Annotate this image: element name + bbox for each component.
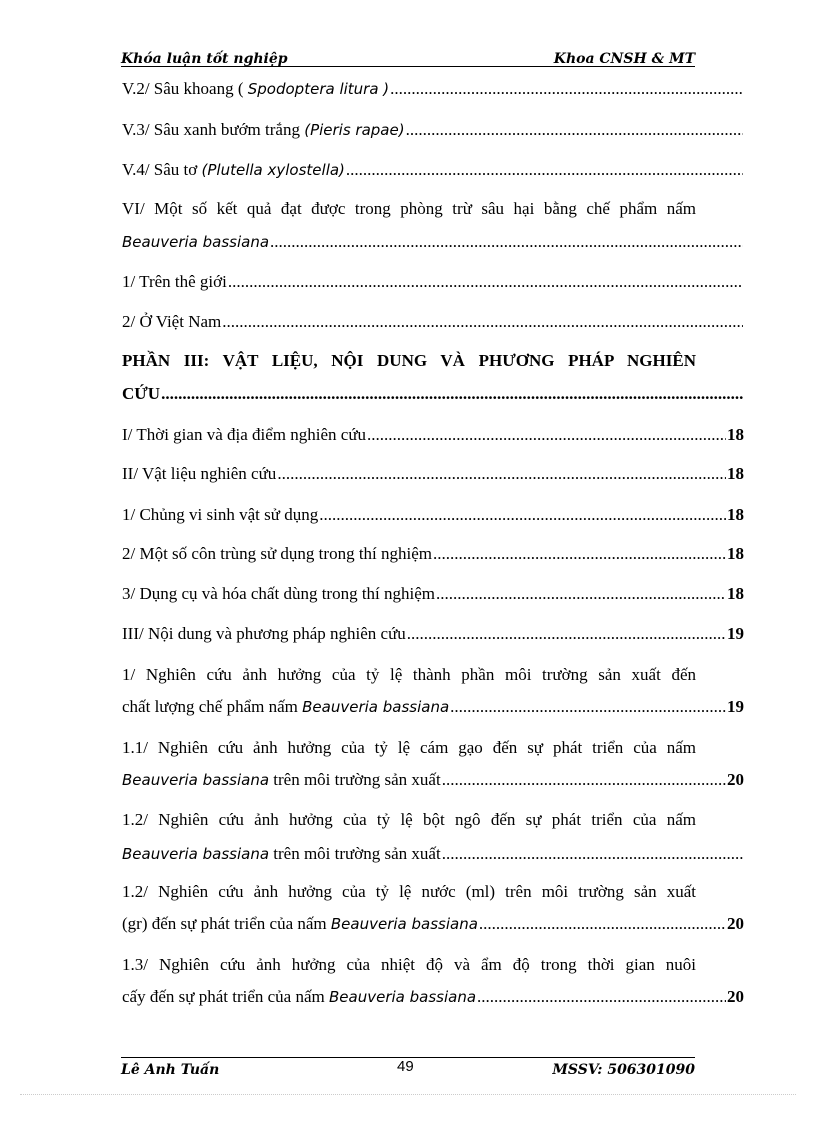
toc-leader-dots [277, 464, 726, 484]
toc-entry-text: V.2/ Sâu khoang ( [122, 79, 248, 98]
toc-entry-label [122, 505, 318, 525]
toc-entry-line1: PHẦN III: VẬT LIỆU, NỘI DUNG VÀ PHƯƠNG PHÁP NGHIÊN [122, 351, 696, 370]
toc-entry-text: V.4/ Sâu tơ [122, 160, 202, 179]
toc-entry[interactable] [122, 312, 744, 332]
toc-entry[interactable] [122, 584, 744, 604]
toc-entry-text: III/ Nội dung và phương pháp nghiên cứu [122, 624, 406, 643]
toc-entry-line1: 1.2/ Nghiên cứu ảnh hưởng của tỷ lệ nước (ml) trên môi trường sản xuất [122, 882, 696, 901]
toc-entry[interactable] [122, 987, 744, 1007]
toc-page-number: 18 [727, 544, 744, 563]
page-bottom-divider [20, 1094, 796, 1095]
toc-entry-label [122, 160, 345, 180]
toc-entry[interactable] [122, 770, 744, 790]
toc-entry-species: (Pieris rapae) [304, 121, 405, 139]
header-faculty: Khoa CNSH & MT [553, 51, 695, 67]
toc-entry-species: Beauveria bassiana [122, 845, 270, 863]
toc-entry-label [122, 624, 406, 644]
toc-leader-dots [222, 312, 743, 332]
toc-entry-line1: 1.1/ Nghiên cứu ảnh hưởng của tỷ lệ cám gạo đến sự phát triển của nấm [122, 738, 696, 757]
toc-leader-dots [346, 160, 743, 180]
toc-entry-text: CỨU [122, 384, 161, 403]
toc-page-number: 20 [727, 770, 744, 789]
toc-entry-line1: VI/ Một số kết quả đạt được trong phòng trừ sâu hại bằng chế phẩm nấm [122, 199, 696, 218]
toc-leader-dots [390, 79, 743, 99]
toc-entry[interactable] [122, 624, 744, 644]
toc-page-number: 19 [727, 697, 744, 716]
toc-leader-dots [477, 987, 726, 1007]
toc-page-number: 18 [727, 425, 744, 444]
toc-entry[interactable] [122, 914, 744, 934]
page-footer [121, 1057, 695, 1078]
toc-leader-dots [479, 914, 726, 934]
toc-entry-text: 1/ Chủng vi sinh vật sử dụng [122, 505, 319, 524]
toc-leader-dots [161, 384, 743, 404]
toc-entry-label [122, 770, 441, 790]
toc-entry-text: (gr) đến sự phát triển của nấm [122, 914, 331, 933]
toc-entry[interactable] [122, 79, 744, 99]
toc-entry-text: chất lượng chế phẩm nấm [122, 697, 303, 716]
toc-entry-suffix: trên môi trường sản xuất [269, 844, 441, 863]
toc-entry-species: Beauveria bassiana [329, 988, 477, 1006]
toc-leader-dots [367, 425, 726, 445]
toc-entry-label [122, 544, 432, 564]
toc-entry-line1: 1/ Nghiên cứu ảnh hưởng của tỷ lệ thành phần môi trường sản xuất đến [122, 665, 696, 684]
toc-entry[interactable] [122, 232, 744, 252]
toc-entry[interactable] [122, 464, 744, 484]
toc-entry-species: Beauveria bassiana [122, 233, 270, 251]
toc-entry-text: 1/ Trên thê giới [122, 272, 227, 291]
toc-entry-line1: 1.3/ Nghiên cứu ảnh hưởng của nhiệt độ và ẩm độ trong thời gian nuôi [122, 955, 696, 974]
toc-leader-dots [442, 844, 743, 864]
toc-entry[interactable] [122, 160, 744, 180]
toc-entry[interactable] [122, 120, 744, 140]
toc-entry-species: Spodoptera litura ) [247, 80, 390, 98]
toc-entry-species: Beauveria bassiana [330, 915, 478, 933]
toc-page-number: 20 [727, 987, 744, 1006]
toc-leader-dots [270, 232, 743, 252]
toc-leader-dots [406, 120, 743, 140]
toc-entry-suffix: trên môi trường sản xuất [269, 770, 441, 789]
toc-leader-dots [450, 697, 726, 717]
page-header [121, 46, 695, 67]
toc-leader-dots [433, 544, 726, 564]
toc-entry-label [122, 120, 405, 140]
toc-leader-dots [436, 584, 726, 604]
toc-entry-label [122, 312, 221, 332]
toc-entry[interactable] [122, 697, 744, 717]
toc-page-number: 18 [727, 584, 744, 603]
toc-entry[interactable] [122, 505, 744, 525]
toc-entry-text: V.3/ Sâu xanh bướm trắng [122, 120, 305, 139]
toc-entry-text: II/ Vật liệu nghiên cứu [122, 464, 277, 483]
toc-entry[interactable] [122, 544, 744, 564]
toc-entry[interactable] [122, 384, 744, 404]
toc-entry-label [122, 384, 160, 404]
toc-entry-label [122, 584, 435, 604]
toc-entry-label [122, 697, 449, 717]
toc-entry-label [122, 425, 366, 445]
toc-page-number: 18 [727, 505, 744, 524]
toc-entry-text: 3/ Dụng cụ và hóa chất dùng trong thí nghiệm [122, 584, 436, 603]
toc-entry-text: 2/ Ở Việt Nam [122, 312, 222, 331]
toc-entry-label [122, 79, 389, 99]
toc-leader-dots [442, 770, 726, 790]
toc-entry[interactable] [122, 425, 744, 445]
toc-entry-label [122, 987, 476, 1007]
toc-entry-label [122, 232, 269, 252]
toc-page-number: 20 [727, 914, 744, 933]
toc-entry[interactable] [122, 272, 744, 292]
toc-entry-text: cấy đến sự phát triển của nấm [122, 987, 329, 1006]
toc-entry-text: I/ Thời gian và địa điểm nghiên cứu [122, 425, 367, 444]
toc-entry-label [122, 272, 227, 292]
toc-entry-species: Beauveria bassiana [122, 771, 270, 789]
toc-page-number: 18 [727, 464, 744, 483]
toc-entry-label [122, 844, 441, 864]
toc-leader-dots [407, 624, 726, 644]
toc-leader-dots [319, 505, 726, 525]
toc-entry-label [122, 464, 276, 484]
header-thesis-title: Khóa luận tốt nghiệp [121, 51, 288, 67]
toc-entry-label [122, 914, 478, 934]
toc-entry-line1: 1.2/ Nghiên cứu ảnh hưởng của tỷ lệ bột ngô đến sự phát triển của nấm [122, 810, 696, 829]
toc-entry[interactable] [122, 844, 744, 864]
toc-page-number: 19 [727, 624, 744, 643]
toc-entry-species: (Plutella xylostella) [201, 161, 345, 179]
footer-page-number: 49 [397, 1058, 414, 1075]
footer-author: Lê Anh Tuấn [121, 1062, 220, 1078]
toc-entry-text: 2/ Một số côn trùng sử dụng trong thí nghiệm [122, 544, 433, 563]
toc-leader-dots [228, 272, 743, 292]
footer-student-id: MSSV: 506301090 [552, 1062, 695, 1078]
toc-entry-species: Beauveria bassiana [302, 698, 450, 716]
